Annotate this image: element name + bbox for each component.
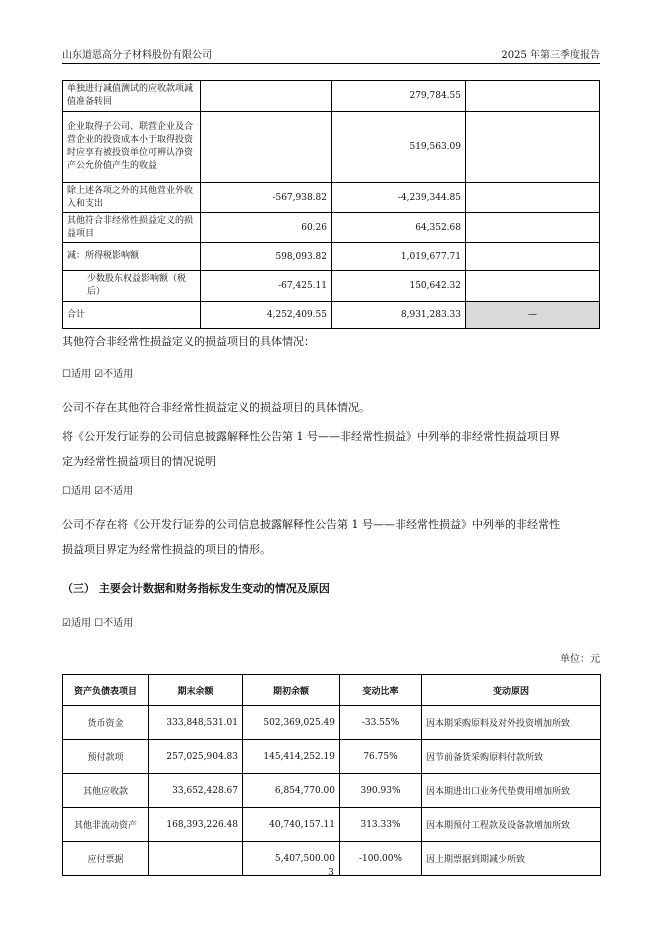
cell-begin: 5,407,500.00 [243,842,340,876]
cell-end: 333,848,531.01 [149,706,243,740]
cell-ytd: 279,784.55 [332,81,466,112]
table-row [63,774,601,808]
header-divider [62,63,600,64]
paragraph: 其他符合非经常性损益定义的损益项目的具体情况： [62,335,315,348]
cell-note [466,213,600,243]
paragraph: 公司不存在其他符合非经常性损益定义的损益项目的具体情况。 [62,401,370,414]
cell-begin: 502,369,025.49 [243,706,340,740]
paragraph: 将《公开发行证券的公司信息披露解释性公告第 1 号——非经常性损益》中列举的非经常性损益项目界 [62,430,560,443]
cell-begin: 6,854,770.00 [243,774,340,808]
table-row [63,740,601,774]
cell-ytd: 519,563.09 [332,112,466,183]
cell-ytd: 1,019,677.71 [332,243,466,271]
cell-ratio: 313.33% [340,808,422,842]
cell-current: -67,425.11 [201,271,332,302]
row-label: 减：所得税影响额 [63,243,201,271]
cell-end: 257,025,904.83 [149,740,243,774]
table-row [63,243,600,271]
row-label: 其他符合非经常性损益定义的损益项目 [63,213,201,243]
header-company: 山东道恩高分子材料股份有限公司 [62,50,212,61]
cell-current: 598,093.82 [201,243,332,271]
applicability-checkbox: ☑适用 ☐不适用 [62,618,134,629]
cell-ratio: -33.55% [340,706,422,740]
cell-end: 33,652,428.67 [149,774,243,808]
cell-note [466,183,600,213]
column-header: 变动原因 [422,675,601,706]
cell-ytd: 64,352.68 [332,213,466,243]
cell-current: -567,938.82 [201,183,332,213]
table-row [63,183,600,213]
table-row [63,706,601,740]
row-label: 少数股东权益影响额（税后） [63,271,201,302]
table-row-total [63,302,600,329]
cell-current [201,112,332,183]
table-row [63,271,600,302]
cell-item: 应付票据 [63,842,149,876]
page-number: 3 [328,868,334,878]
cell-ytd: 150,642.32 [332,271,466,302]
paragraph: 公司不存在将《公开发行证券的公司信息披露解释性公告第 1 号——非经常性损益》中列举的非经常性 [62,518,560,531]
cell-end: 168,393,226.48 [149,808,243,842]
column-header: 期末余额 [149,675,243,706]
table-row [63,213,600,243]
balance-sheet-changes-table [62,674,601,876]
cell-ytd: -4,239,344.85 [332,183,466,213]
cell-begin: 40,740,157.11 [243,808,340,842]
cell-note [466,81,600,112]
cell-ytd: 8,931,283.33 [332,302,466,329]
cell-begin: 145,414,252.19 [243,740,340,774]
cell-note: — [466,302,600,329]
table-header-row [63,675,601,706]
row-label: 合计 [63,302,201,329]
column-header: 期初余额 [243,675,340,706]
cell-ratio: 390.93% [340,774,422,808]
cell-current: 4,252,409.55 [201,302,332,329]
column-header: 变动比率 [340,675,422,706]
cell-reason: 因本期采购原料及对外投资增加所致 [422,706,601,740]
cell-note [466,112,600,183]
unit-label: 单位：元 [560,654,600,665]
cell-reason: 因节前备货采购原料付款所致 [422,740,601,774]
cell-note [466,271,600,302]
cell-item: 货币资金 [63,706,149,740]
non-recurring-items-table [62,80,600,329]
cell-ratio: -100.00% [340,842,422,876]
table-row [63,808,601,842]
applicability-checkbox: ☐适用 ☑不适用 [62,369,134,380]
cell-note [466,243,600,271]
paragraph: 损益项目界定为经常性损益的项目的情形。 [62,543,271,556]
cell-current [201,81,332,112]
header-report-title: 2025 年第三季度报告 [501,50,600,61]
cell-reason: 因本期进出口业务代垫费用增加所致 [422,774,601,808]
table-row [63,81,600,112]
cell-reason: 因本期预付工程款及设备款增加所致 [422,808,601,842]
row-label: 单独进行减值测试的应收款项减值准备转回 [63,81,201,112]
cell-item: 其他非流动资产 [63,808,149,842]
cell-item: 其他应收款 [63,774,149,808]
row-label: 除上述各项之外的其他营业外收入和支出 [63,183,201,213]
row-label: 企业取得子公司、联营企业及合营企业的投资成本小于取得投资时应享有被投资单位可辨认净资产公允价值产生的收益 [63,112,201,183]
cell-current: 60.26 [201,213,332,243]
section-heading: （三） 主要会计数据和财务指标发生变动的情况及原因 [62,582,330,595]
cell-ratio: 76.75% [340,740,422,774]
applicability-checkbox: ☐适用 ☑不适用 [62,486,134,497]
table-row [63,112,600,183]
column-header: 资产负债表项目 [63,675,149,706]
paragraph: 定为经常性损益项目的情况说明 [62,455,216,468]
cell-item: 预付款项 [63,740,149,774]
cell-reason: 因上期票据到期减少所致 [422,842,601,876]
